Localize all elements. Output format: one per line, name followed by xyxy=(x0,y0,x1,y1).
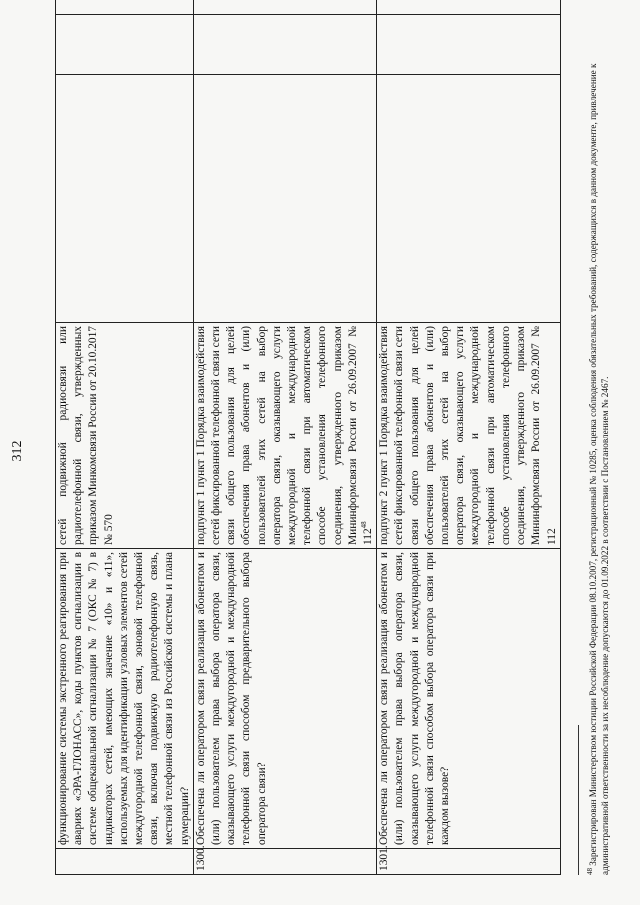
question-cell: Обеспечена ли оператором связи реализация абонентом и (или) пользователем права выбора оператора связи, оказывающего услуги междугородной и международной телефонной связи способом выбора оператора связи при каждом вызове? xyxy=(377,549,560,849)
table-row-1300 xyxy=(193,0,376,875)
table-row-1301 xyxy=(377,0,560,875)
footnote-mark: 48 xyxy=(586,868,594,875)
notes-cell xyxy=(193,0,376,15)
answer-no-cell xyxy=(56,15,194,75)
legal-act-text: подпункт 1 пункт 1 Порядка взаимодействия сетей фиксированной телефонной связи сети связи общего пользования для целей обеспечения права абонентов и (или) пользователей этих сетей на выбор оператора связи, оказывающего услуги междугородной и международной телефонной связи при автоматическом способе установления телефонного соединения, утвержденного приказом Мининформсвязи России от 26.09.2007 № 112 xyxy=(194,326,375,545)
row-number-cell xyxy=(56,849,194,875)
footnote-ref: 48 xyxy=(360,521,369,529)
footnote-text: Зарегистрирован Министерством юстиции Российской Федерации 08.10.2007, регистрационный № 10285, оценка соблюдения обязательных требований, содержащихся в данном документе, привлечение к административной ответственности за их несоблюдение допускаются до 01.09.2022 в соответствии с Постановлением № 2467. xyxy=(588,63,611,875)
answer-no-cell xyxy=(377,15,560,75)
question-cell: функционирование системы экстренного реагирования при авариях «ЭРА-ГЛОНАСС», коды пунктов сигнализации в системе общеканальной сигнализации № 7 (ОКС № 7) в индикаторах сетей, имеющих значение «10» и «11», используемых для идентификации узловых элементов сетей междугородной телефонной связи, зоновой телефонной связи, включая подвижную радиотелефонную связь, местной телефонной связи из Российской системы и плана нумерации? xyxy=(56,549,194,849)
notes-cell xyxy=(56,0,194,15)
answer-yes-cell xyxy=(193,75,376,323)
legal-act-cell xyxy=(377,323,560,549)
table-row-continued xyxy=(56,0,194,875)
footnote xyxy=(584,35,611,875)
page-number: 312 xyxy=(10,440,25,462)
row-number-cell: 1301. xyxy=(377,849,560,875)
legal-act-cell xyxy=(193,323,376,549)
legal-act-text: подпункт 2 пункт 1 Порядка взаимодействия сетей фиксированной телефонной связи сети связи общего пользования для целей обеспечения права абонентов и (или) пользователей этих сетей на выбор оператора связи, оказывающего услуги междугородной и международной телефонной связи при автоматическом способе установления телефонного соединения, утвержденного приказом Мининформсвязи России от 26.09.2007 № 112 xyxy=(378,326,558,545)
row-number-cell: 1300. xyxy=(193,849,376,875)
answer-yes-cell xyxy=(56,75,194,323)
notes-cell xyxy=(377,0,560,15)
question-cell: Обеспечена ли оператором связи реализация абонентом и (или) пользователем права выбора оператора связи, оказывающего услуги междугородной и международной телефонной связи способом предварительного выбора оператора связи? xyxy=(193,549,376,849)
requirements-table xyxy=(55,0,561,875)
legal-act-cell: сетей подвижной радиосвязи или радиотелефонной связи, утвержденных приказом Минкомсвязи России от 20.10.2017 № 570 xyxy=(56,323,194,549)
answer-no-cell xyxy=(193,15,376,75)
answer-yes-cell xyxy=(377,75,560,323)
footnote-divider xyxy=(578,725,579,875)
